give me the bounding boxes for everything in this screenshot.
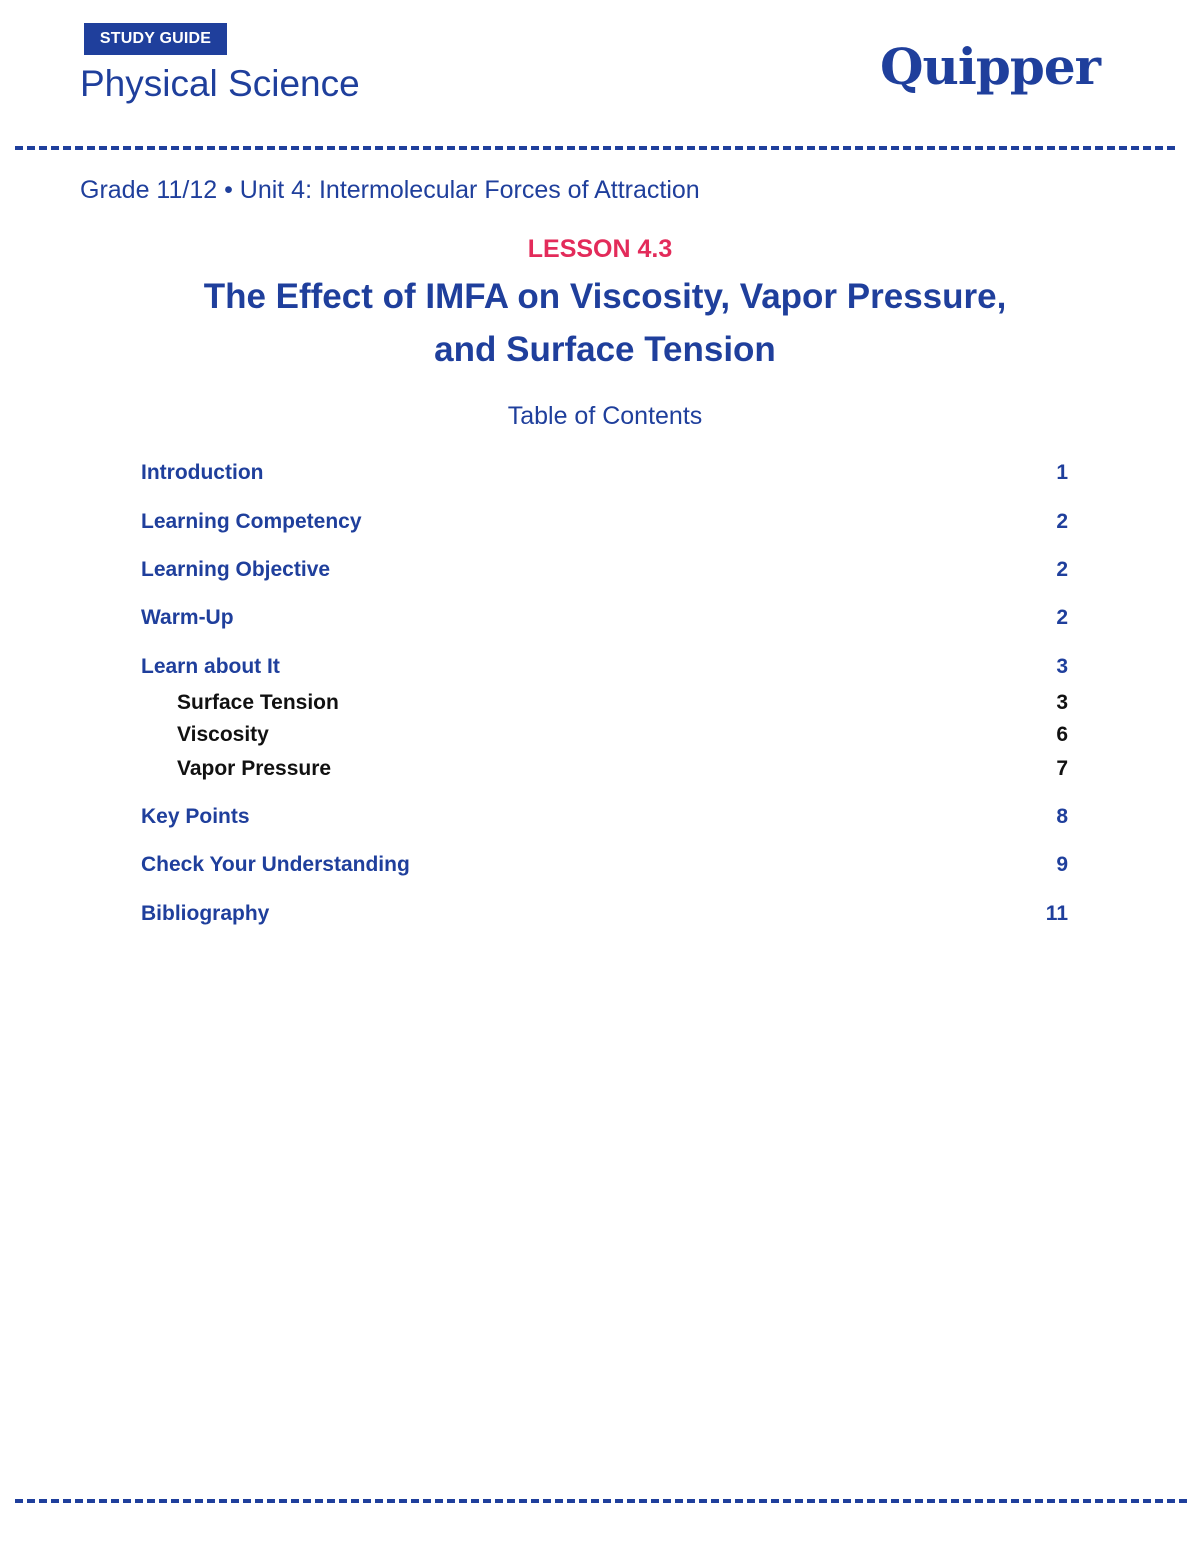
toc-item-page: 7 xyxy=(1056,757,1068,780)
top-divider xyxy=(15,146,1175,150)
toc-item-label: Surface Tension xyxy=(177,691,339,714)
quipper-logo: Quipper xyxy=(880,37,1100,96)
toc-item-label: Learn about It xyxy=(141,655,280,678)
subject-title: Physical Science xyxy=(80,63,360,104)
toc-item-key-points[interactable] xyxy=(141,802,1068,832)
bottom-divider xyxy=(15,1499,1187,1503)
toc-heading: Table of Contents xyxy=(507,402,703,430)
toc-item-page: 6 xyxy=(1056,723,1068,746)
toc-item-label: Bibliography xyxy=(141,902,270,925)
toc-item-page: 2 xyxy=(1056,510,1068,533)
toc-item-check-your-understanding[interactable] xyxy=(141,850,1068,880)
study-guide-badge: STUDY GUIDE xyxy=(84,23,227,55)
toc-subitem-vapor-pressure[interactable] xyxy=(177,754,1068,784)
toc-item-warm-up[interactable] xyxy=(141,603,1068,633)
lesson-title-line-1: The Effect of IMFA on Viscosity, Vapor Pressure, xyxy=(203,277,1007,316)
toc-item-learn-about-it[interactable] xyxy=(141,652,1068,682)
toc-item-label: Warm-Up xyxy=(141,606,234,629)
toc-item-learning-competency[interactable] xyxy=(141,507,1068,537)
lesson-label: LESSON 4.3 xyxy=(527,235,673,263)
toc-item-page: 2 xyxy=(1056,558,1068,581)
toc-item-page: 9 xyxy=(1056,853,1068,876)
unit-line: Grade 11/12 • Unit 4: Intermolecular Forces of Attraction xyxy=(80,176,700,204)
toc-item-page: 3 xyxy=(1056,655,1068,678)
toc-subitem-surface-tension[interactable] xyxy=(177,688,1068,718)
toc-item-page: 11 xyxy=(1045,902,1068,925)
toc-item-label: Learning Competency xyxy=(141,510,362,533)
toc-item-page: 1 xyxy=(1056,461,1068,484)
toc-item-page: 2 xyxy=(1056,606,1068,629)
lesson-title-line-2: and Surface Tension xyxy=(434,330,776,369)
lesson-title xyxy=(0,270,1200,376)
toc-item-label: Learning Objective xyxy=(141,558,331,581)
toc-item-label: Vapor Pressure xyxy=(177,757,332,780)
toc-item-label: Viscosity xyxy=(177,723,269,746)
toc-item-label: Introduction xyxy=(141,461,264,484)
toc-subitem-viscosity[interactable] xyxy=(177,720,1068,750)
toc-item-learning-objective[interactable] xyxy=(141,555,1068,585)
toc-item-label: Key Points xyxy=(141,805,250,828)
toc-item-page: 8 xyxy=(1056,805,1068,828)
toc-item-bibliography[interactable] xyxy=(141,899,1068,929)
toc-item-label: Check Your Understanding xyxy=(141,853,410,876)
toc-item-page: 3 xyxy=(1056,691,1068,714)
toc-item-introduction[interactable] xyxy=(141,458,1068,488)
